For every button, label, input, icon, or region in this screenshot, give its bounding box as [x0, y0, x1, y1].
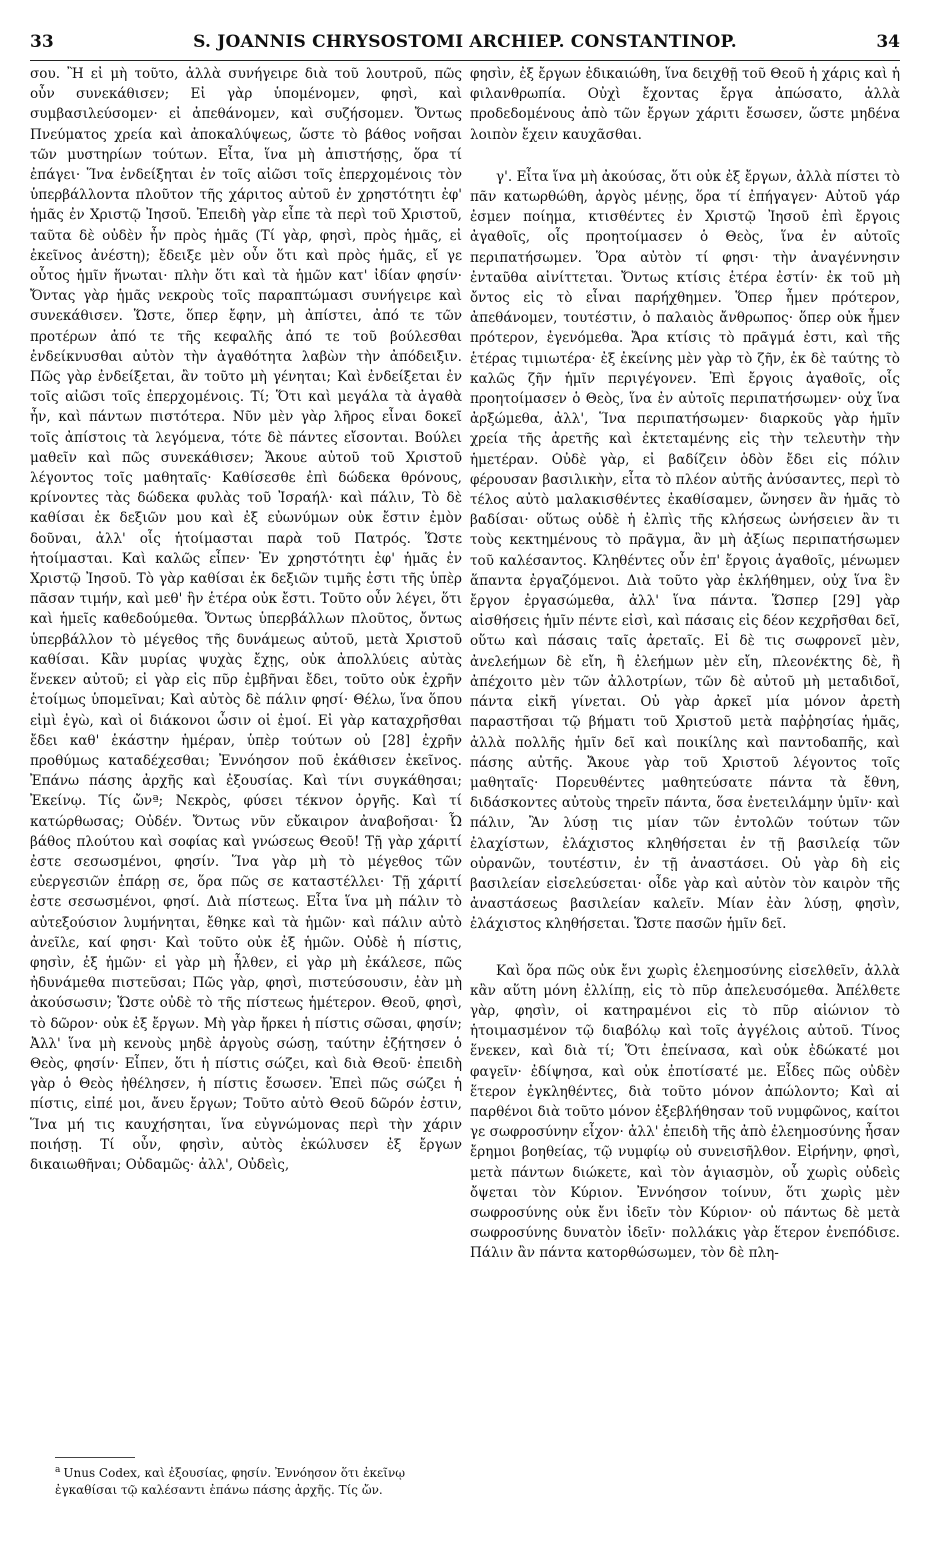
footnote — [55, 1462, 455, 1499]
header-rule — [30, 60, 900, 61]
right-column — [470, 64, 900, 1264]
right-paragraph-1: φησὶν, ἐξ ἔργων ἐδικαιώθη, ἵνα δειχθῇ τοῦ Θεοῦ ἡ χάρις καὶ ἡ φιλανθρωπία. Οὐχὶ ἔχοντας ἔργα ἀπώσατο, ἀλλὰ προδεδομένους ἀπὸ τῶν ἔργων χάριτι ἔσωσεν, ὥστε μηδένα λοιπὸν ἔχειν καυχᾶσθαι. — [470, 66, 900, 143]
footnote-mark: a — [55, 1465, 61, 1475]
left-column — [30, 64, 462, 1175]
right-paragraph-2: γ'. Εἶτα ἵνα μὴ ἀκούσας, ὅτι οὐκ ἐξ ἔργων, ἀλλὰ πίστει τὸ πᾶν κατωρθώθη, ἀργὸς μένῃς, ὅρα τί ἐπήγαγεν· Αὐτοῦ γάρ ἐσμεν ποίημα, κτισθέντες ἐν Χριστῷ Ἰησοῦ ἐπὶ ἔργοις ἀγαθοῖς, οἷς προητοίμασεν ὁ Θεὸς, ἵνα ἐν αὐτοῖς περιπατήσωμεν. Ὅρα αὐτὸν τί φησι· τὴν ἀναγέννησιν ἐνταῦθα αἰνίττεται. Ὄντως κτίσις ἑτέρα ἐστίν· ἐκ τοῦ μὴ ὄντος εἰς τὸ εἶναι παρήχθημεν. Ὅπερ ἦμεν πρότερον, ἀπεθάνομεν, τουτέστιν, ὁ παλαιὸς ἄνθρωπος· ὅπερ οὐκ ἦμεν πρότερον, ἐγενόμεθα. Ἄρα κτίσις τὸ πρᾶγμά ἐστι, καὶ τῆς ἑτέρας τιμιωτέρα· ἐξ ἐκείνης μὲν γὰρ τὸ ζῆν, ἐκ δὲ ταύτης τὸ καλῶς ζῆν ἡμῖν περιγέγονεν. Ἐπὶ ἔργοις ἀγαθοῖς, οἷς προητοίμασεν ὁ Θεὸς, ἵνα ἐν αὐτοῖς περιπατήσωμεν· οὐχ ἵνα ἀρξώμεθα, ἀλλ', Ἵνα περιπατήσωμεν· διαρκοῦς γὰρ ἡμῖν χρεία τῆς ἀρετῆς καὶ ἐκτεταμένης εἰς τὴν τελευτὴν τὴν ἡμετέραν. Οὐδὲ γὰρ, εἰ βαδίζειν ὁδὸν ἔδει εἰς πόλιν φέρουσαν βασιλικὴν, εἶτα τὸ πλέον αὐτῆς ἀνύσαντες, περὶ τὸ τέλος αὐτὸ μαλακισθέντες ἐκαθίσαμεν, ὤνησεν ἂν ἡμᾶς τὸ βαδίσαι· οὕτως οὐδὲ ἡ ἐλπὶς τῆς κλήσεως ὠνήσειεν ἂν τι τοὺς κεκτημένους τὸ πρᾶγμα, ἂν μὴ ἀξίως περιπατήσωμεν τοῦ καλέσαντος. Κληθέντες οὖν ἐπ' ἔργοις ἀγαθοῖς, μένωμεν ἅπαντα ἐργαζόμενοι. Διὰ τοῦτο γὰρ ἐκλήθημεν, οὐχ ἵνα ἓν ἔργον ἐργασώμεθα, ἀλλ' ἵνα πάντα. Ὥσπερ [29] γὰρ αἰσθήσεις ἡμῖν πέντε εἰσὶ, καὶ πάσαις εἰς δέον κεχρῆσθαι δεῖ, οὕτω καὶ πάσαις ταῖς ἀρεταῖς. Εἰ δὲ τις σωφρονεῖ μὲν, ἀνελεήμων δὲ εἴη, ἢ ἐλεήμων μὲν εἴη, πλεονέκτης δὲ, ἢ ἀπέχοιτο μὲν τῶν ἀλλοτρίων, τῶν δὲ αὐτοῦ μὴ μεταδιδοῖ, πάντα εἰκῆ γίνεται. Οὐ γὰρ ἀρκεῖ μία μόνον ἀρετὴ παραστῆσαι τῷ βήματι τοῦ Χριστοῦ μετὰ παῤῥησίας ἡμᾶς, ἀλλὰ πολλῆς ἡμῖν δεῖ καὶ ποικίλης καὶ παντοδαπῆς, καὶ πάσης αὐτῆς. Ἄκουε γὰρ τοῦ Χριστοῦ λέγοντος τοῖς μαθηταῖς· Πορευθέντες μαθητεύσατε πάντα τὰ ἔθνη, διδάσκοντες αὐτοὺς τηρεῖν πάντα, ὅσα ἐνετειλάμην ὑμῖν· καὶ πάλιν, Ἂν λύσῃ τις μίαν τῶν ἐντολῶν τούτων τῶν ἐλαχίστων, ἐλάχιστος κληθήσεται ἐν τῇ βασιλείᾳ τῶν οὐρανῶν, τουτέστιν, ἐν τῇ ἀναστάσει. Οὐ γὰρ δὴ εἰς βασιλείαν εἰσελεύσεται· οἶδε γὰρ καὶ αὐτὸν τὸν καιρὸν τῆς ἀναστάσεως βασιλείαν καλεῖν. Μίαν ἐὰν λύσῃ, φησὶν, ἐλάχιστος κληθήσεται. Ὥστε πασῶν ἡμῖν δεῖ. — [470, 168, 900, 933]
left-paragraph-1: σου. Ἢ εἰ μὴ τοῦτο, ἀλλὰ συνήγειρε διὰ τοῦ λουτροῦ, πῶς οὖν συνεκάθισεν; Εἰ γὰρ ὑπομένομεν, φησὶ, καὶ συμβασιλεύσομεν· εἰ ἀπεθάνομεν, καὶ συζήσομεν. Ὄντως Πνεύματος χρεία καὶ ἀποκαλύψεως, ὥστε τὸ βάθος νοῆσαι τῶν μυστηρίων τούτων. Εἶτα, ἵνα μὴ ἀπιστήσῃς, ὅρα τί ἐπάγει· Ἵνα ἐνδείξηται ἐν τοῖς αἰῶσι τοῖς ἐπερχομένοις τὸν ὑπερβάλλοντα πλοῦτον τῆς χάριτος αὐτοῦ ἐν χρηστότητι ἐφ' ἡμᾶς ἐν Χριστῷ Ἰησοῦ. Ἐπειδὴ γὰρ εἶπε τὰ περὶ τοῦ Χριστοῦ, ταῦτα δὲ οὐδὲν ἦν πρὸς ἡμᾶς (Τί γὰρ, φησὶ, πρὸς ἡμᾶς, εἰ ἐκεῖνος ἀνέστη); ἔδειξε μὲν οὖν ὅτι καὶ πρὸς ἡμᾶς, εἴ γε οὗτος ἡμῖν ἥνωται· πλὴν ὅτι καὶ τὰ ἡμῶν κατ' ἰδίαν φησίν· Ὄντας γὰρ ἡμᾶς νεκροὺς τοῖς παραπτώμασι συνήγειρε καὶ συνεκάθισεν. Ὥστε, ὅπερ ἔφην, μὴ ἀπίστει, ἀπό τε τῶν προτέρων ἀπό τε τῆς κεφαλῆς ἀπό τε τοῦ βούλεσθαι ἐνδείκνυσθαι αὐτὸν τὴν ἀγαθότητα λαβὼν τὴν ἀπόδειξιν. Πῶς γὰρ ἐνδείξεται, ἂν τοῦτο μὴ γένηται; Καὶ ἐνδείξεται ἐν τοῖς αἰῶσι τοῖς ἐπερχομένοις. Τί; Ὅτι καὶ μεγάλα τὰ ἀγαθὰ ἦν, καὶ πάντων πιστότερα. Νῦν μὲν γὰρ λῆρος εἶναι δοκεῖ τοῖς ἀπίστοις τὰ λεγόμενα, τότε δὲ πάντες εἴσονται. Βούλει μαθεῖν καὶ πῶς συνεκάθισεν; Ἄκουε αὐτοῦ τοῦ Χριστοῦ λέγοντος τοῖς μαθηταῖς· Καθίσεσθε ἐπὶ δώδεκα θρόνους, κρίνοντες τὰς δώδεκα φυλὰς τοῦ Ἰσραήλ· καὶ πάλιν, Τὸ δὲ καθίσαι ἐκ δεξιῶν μου καὶ ἐξ εὐωνύμων οὐκ ἔστιν ἐμὸν δοῦναι, ἀλλ' οἷς ἡτοίμασται παρὰ τοῦ Πατρός. Ὥστε ἡτοίμασται. Καὶ καλῶς εἶπεν· Ἐν χρηστότητι ἐφ' ἡμᾶς ἐν Χριστῷ Ἰησοῦ. Τὸ γὰρ καθίσαι ἐκ δεξιῶν τιμῆς ἐστι τῆς ὑπὲρ πᾶσαν τιμήν, καὶ μεθ' ἣν ἑτέρα οὐκ ἔστι. Τοῦτο οὖν λέγει, ὅτι καὶ ἡμεῖς καθεδούμεθα. Ὄντως ὑπερβάλλων πλοῦτος, ὄντως ὑπερβάλλον τὸ μέγεθος τῆς δυνάμεως αὐτοῦ, μετὰ Χριστοῦ καθίσαι. Κἂν μυρίας ψυχὰς ἔχῃς, οὐκ ἀπολλύεις αὐτὰς ἕνεκεν αὐτοῦ; εἰ γὰρ εἰς πῦρ ἐμβῆναι ἔδει, τοῦτο οὐκ ἐχρῆν ἑτοίμως ὑπομεῖναι; Καὶ αὐτὸς δὲ πάλιν φησί· Θέλω, ἵνα ὅπου εἰμὶ ἐγὼ, καὶ οἱ διάκονοι ὦσιν οἱ ἐμοί. Εἰ γὰρ καταχρῆσθαι ἔδει καθ' ἑκάστην ἡμέραν, ὑπὲρ τούτων οὐ [28] ἐχρῆν προθύμως καταδέχεσθαι; Ἐννόησον ποῦ ἐκάθισεν ἐκεῖνος. Ἐπάνω πάσης ἀρχῆς καὶ ἐξουσίας. Καὶ τίνι συγκάθησαι; Ἐκείνῳ. Τίς ὤνª; Νεκρὸς, φύσει τέκνον ὀργῆς. Καὶ τί κατώρθωσας; Οὐδέν. Ὄντως νῦν εὔκαιρον ἀναβοῆσαι· Ὦ βάθος πλούτου καὶ σοφίας καὶ γνώσεως Θεοῦ! Τῇ γὰρ χάριτί ἐστε σεσωσμένοι, φησίν. Ἵνα γὰρ μὴ τὸ μέγεθος τῶν εὐεργεσιῶν ἐπάρῃ σε, ὅρα πῶς σε καταστέλλει· Τῇ χάριτί ἐστε σεσωσμένοι, φησί. Διὰ πίστεως. Εἶτα ἵνα μὴ πάλιν τὸ αὐτεξούσιον λυμήνηται, ἔθηκε καὶ τὰ ἡμῶν· καὶ πάλιν αὐτὸ ἀνεῖλε, καί φησι· Καὶ τοῦτο οὐκ ἐξ ἡμῶν. Οὐδὲ ἡ πίστις, φησὶν, ἐξ ἡμῶν· εἰ γὰρ μὴ ἦλθεν, εἰ γὰρ μὴ ἐκάλεσε, πῶς ἠδυνάμεθα πιστεῦσαι; Πῶς γὰρ, φησὶ, πιστεύσουσιν, ἐὰν μὴ ἀκούσωσιν; Ὥστε οὐδὲ τὸ τῆς πίστεως ἡμέτερον. Θεοῦ, φησὶ, τὸ δῶρον· οὐκ ἐξ ἔργων. Μὴ γὰρ ἤρκει ἡ πίστις σῶσαι, φησίν; Ἀλλ' ἵνα μὴ κενοὺς μηδὲ ἀργοὺς σώσῃ, ταύτην ἐζήτησεν ὁ Θεὸς, φησίν· Εἶπεν, ὅτι ἡ πίστις σώζει, καὶ διὰ Θεοῦ· ἐπειδὴ γὰρ ὁ Θεὸς ἠθέλησεν, ἡ πίστις ἔσωσεν. Ἐπεὶ πῶς σώζει ἡ πίστις, εἰπέ μοι, ἄνευ ἔργων; Τοῦτο αὐτὸ Θεοῦ δῶρόν ἐστιν, Ἵνα μή τις καυχήσηται, ἵνα εὐγνώμονας περὶ τὴν χάριν ποιήσῃ. Τί οὖν, φησὶν, αὐτὸς ἐκώλυσεν ἐξ ἔργων δικαιωθῆναι; Οὐδαμῶς· ἀλλ', Οὐδεὶς, — [30, 66, 462, 1173]
footnote-rule — [55, 1457, 135, 1458]
running-header — [30, 32, 900, 58]
page-number-left: 33 — [30, 32, 54, 52]
right-paragraph-3: Καὶ ὅρα πῶς οὐκ ἔνι χωρὶς ἐλεημοσύνης εἰσελθεῖν, ἀλλὰ κἂν αὕτη μόνη ἐλλίπῃ, εἰς τὸ πῦρ ἀπελευσόμεθα. Ἀπέλθετε γὰρ, φησὶν, οἱ κατηραμένοι εἰς τὸ πῦρ αἰώνιον τὸ ἡτοιμασμένον τῷ διαβόλῳ καὶ τοῖς ἀγγέλοις αὐτοῦ. Τίνος ἕνεκεν, καὶ διὰ τί; Ὅτι ἐπείνασα, καὶ οὐκ ἐδώκατέ μοι φαγεῖν· ἐδίψησα, καὶ οὐκ ἐποτίσατέ με. Εἶδες πῶς οὐδὲν ἕτερον ἐγκληθέντες, διὰ τοῦτο μόνον ἀπώλοντο; Καὶ αἱ παρθένοι διὰ τοῦτο μόνον ἐξεβλήθησαν τοῦ νυμφῶνος, καίτοι γε σωφροσύνην εἶχον· ἀλλ' ἐπειδὴ τῆς ἀπὸ ἐλεημοσύνης ἦσαν ἔρημοι βοηθείας, τῷ νυμφίῳ οὐ συνεισῆλθον. Εἰρήνην, φησὶ, μετὰ πάντων διώκετε, καὶ τὸν ἁγιασμὸν, οὗ χωρὶς οὐδεὶς ὄψεται τὸν Κύριον. Ἐννόησον τοίνυν, ὅτι χωρὶς μὲν σωφροσύνης οὐκ ἔνι ἰδεῖν τὸν Κύριον· οὐ πάντως δὲ μετὰ σωφροσύνης δυνατὸν ἰδεῖν· πολλάκις γὰρ ἕτερον ἐνεπόδισε. Πάλιν ἂν πάντα κατορθώσωμεν, τὸν δὲ πλη- — [470, 962, 900, 1262]
footnote-text: Unus Codex, καὶ ἐξουσίας, φησίν. Ἐννόησον ὅτι ἐκεῖνῳ ἐγκαθίσαι τῷ καλέσαντι ἐπάνω πάσης ἀρχῆς. Τίς ὤν. — [55, 1466, 406, 1497]
running-title: S. JOANNIS CHRYSOSTOMI ARCHIEP. CONSTANTINOP. — [193, 32, 737, 52]
page-number-right: 34 — [876, 32, 900, 52]
